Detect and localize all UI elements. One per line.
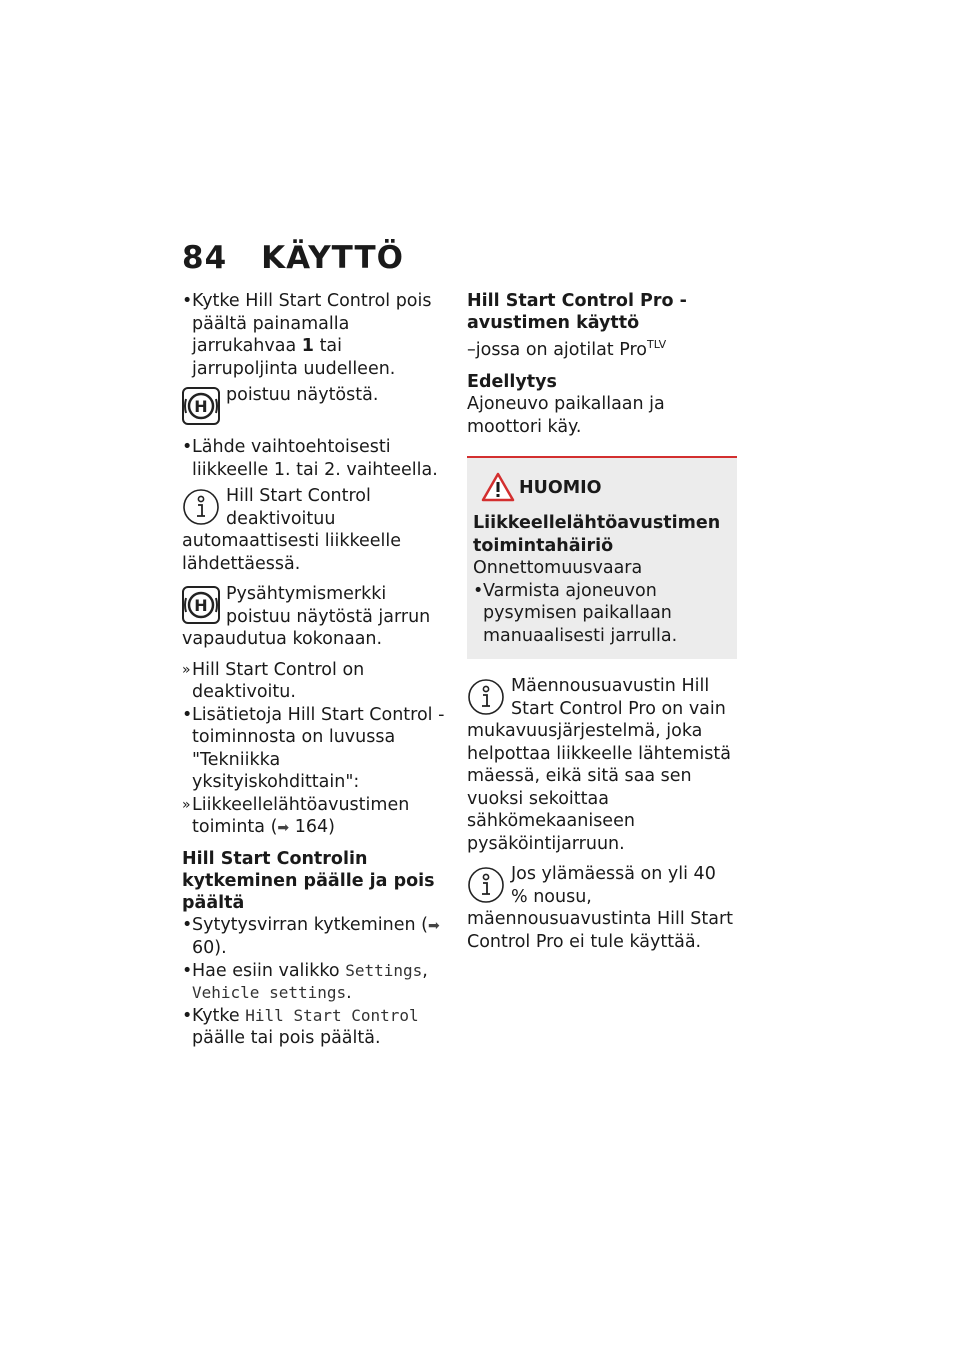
list-item: • Lisätietoja Hill Start Control -toiminnosta on luvussa "Tekniikka yksityiskohdittain": [182, 704, 450, 794]
list-item: • Sytytysvirran kytkeminen (➡ 60). [182, 914, 450, 960]
page-title: KÄYTTÖ [261, 240, 404, 276]
list-item: • Varmista ajoneuvon pysymisen paikallaan manuaalisesti jarrulla. [473, 580, 731, 648]
svg-text:H: H [194, 596, 208, 615]
list-item: • Lähde vaihtoehtoisesti liikkeelle 1. tai 2. vaihteella. [182, 436, 450, 481]
icon-paragraph [182, 583, 450, 651]
notice-heading: Liikkeellelähtöavustimen toimintahäiriö [473, 513, 721, 556]
list-item: • Hae esiin valikko Settings, Vehicle settings. [182, 960, 450, 1005]
icon-paragraph [182, 485, 450, 575]
warning-notice [467, 456, 737, 659]
result-item: » Liikkeellelähtöavustimen toiminta (➡ 164) [182, 794, 450, 840]
info-icon [467, 678, 505, 716]
paragraph-text: Ajoneuvo paikallaan ja moottori käy. [467, 394, 665, 437]
notice-title: HUOMIO [473, 472, 731, 504]
page-header [182, 240, 404, 276]
menu-path: Settings [345, 960, 423, 980]
menu-path: Vehicle settings [192, 983, 347, 1002]
page-reference-link[interactable]: 164) [294, 817, 335, 837]
icon-paragraph [467, 675, 737, 855]
left-column [182, 290, 450, 1050]
right-column [467, 290, 737, 961]
paragraph-text: Jos ylämäessä on yli 40 % nousu, mäennousuavustinta Hill Start Control Pro ei tule käyttää. [467, 864, 734, 952]
paragraph-text: poistuu näytöstä. [226, 385, 379, 405]
svg-text:H: H [194, 397, 208, 416]
page-reference-link[interactable]: 60). [192, 938, 227, 958]
section-heading: Edellytys [467, 372, 557, 393]
list-item: • Kytke Hill Start Control päälle tai pois päältä. [182, 1005, 450, 1050]
result-item: » Hill Start Control on deaktivoitu. [182, 659, 450, 704]
icon-paragraph [467, 863, 737, 953]
hill-start-h-icon [182, 387, 220, 425]
hill-start-h-icon [182, 586, 220, 624]
notice-line: Onnettomuusvaara [473, 558, 643, 579]
paragraph-text: Mäennousuavustin Hill Start Control Pro on vain mukavuusjärjestelmä, joka helpottaa liikkeelle lähtemistä mäessä, eikä sitä saa sen vuoksi sekoittaa sähkömekaaniseen pysäköintijarruun. [467, 676, 732, 854]
section-heading: Hill Start Controlin kytkeminen päälle ja pois päältä [182, 848, 435, 913]
page-reference-arrow-icon: ➡ [277, 820, 290, 836]
menu-path: Hill Start Control [245, 1005, 419, 1025]
list-item: • Kytke Hill Start Control pois päältä painamalla jarrukahvaa 1 tai jarrupoljinta uudelleen. [182, 290, 450, 380]
paragraph-text: Pysähtymismerkki poistuu näytöstä jarrun vapaudutua kokonaan. [182, 584, 431, 649]
superscript: TLV [647, 338, 667, 351]
info-icon [467, 866, 505, 904]
info-icon [182, 488, 220, 526]
paragraph-text: Hill Start Control deaktivoituu automaattisesti liikkeelle lähdettäessä. [182, 486, 402, 574]
page-number: 84 [182, 240, 228, 276]
section-heading: Hill Start Control Pro -avustimen käyttö [467, 291, 687, 333]
icon-paragraph [182, 384, 450, 428]
warning-triangle-icon [481, 472, 515, 502]
page-reference-arrow-icon: ➡ [427, 917, 440, 934]
subtitle: –jossa on ajotilat Pro$^{TLV}$ [467, 338, 667, 360]
